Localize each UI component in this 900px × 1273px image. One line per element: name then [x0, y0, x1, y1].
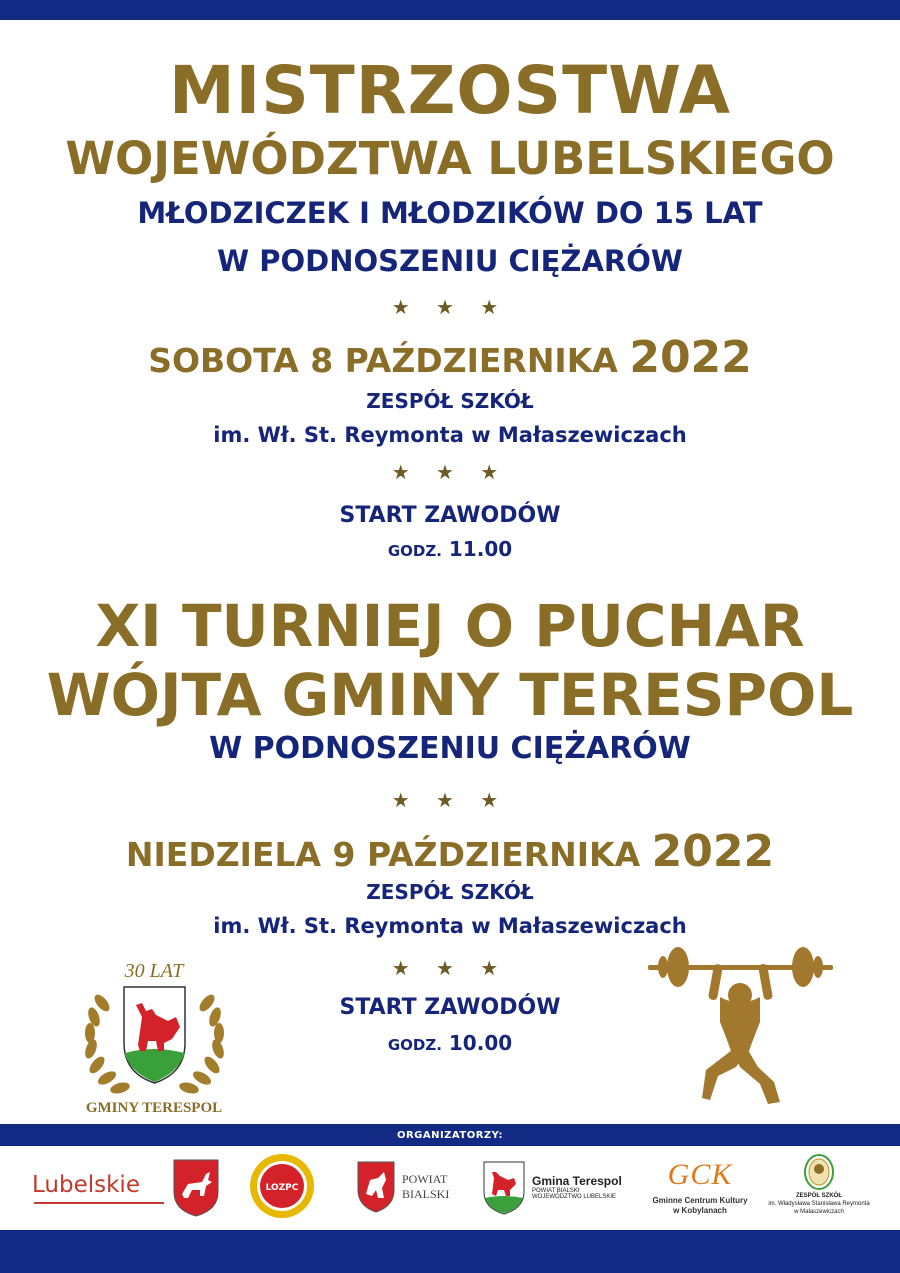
event1-date-text: SOBOTA 8 PAŹDZIERNIKA [148, 341, 618, 380]
event2-date [0, 826, 900, 877]
logo-gmina-terespol [482, 1152, 632, 1224]
gmina-terespol-shield-icon [482, 1160, 526, 1216]
event2-hour-value: 10.00 [448, 1031, 513, 1055]
gck-label: Gminne Centrum Kultury [652, 1196, 748, 1205]
star-separator: ★ ★ ★ [391, 788, 509, 812]
event1-date [0, 332, 900, 383]
event2-venue: ZESPÓŁ SZKÓŁ [366, 880, 534, 904]
lozpc-badge-icon [248, 1152, 316, 1220]
powiat-bialski-text [402, 1172, 449, 1202]
weightlifter-silhouette [648, 942, 833, 1107]
zespol-szkol-place-label: w Małaszewiczach [794, 1209, 844, 1215]
lubelskie-deer-shield-icon [172, 1158, 220, 1218]
tournament-title: XI TURNIEJ O PUCHAR [95, 592, 805, 660]
star-separator: ★ ★ ★ [391, 460, 509, 484]
gmina-powiat-label: POWIAT BIALSKI [532, 1188, 580, 1194]
tournament-subtitle: W PODNOSZENIU CIĘŻARÓW [209, 731, 691, 766]
event2-address: im. Wł. St. Reymonta w Małaszewiczach [213, 914, 687, 938]
gmina-terespol-30-years-emblem [72, 955, 237, 1120]
gmina-terespol-text [532, 1174, 622, 1200]
zespol-szkol-badge-icon [804, 1154, 834, 1190]
event2-year: 2022 [651, 826, 775, 877]
event2-hour-prefix: GODZ. [387, 1036, 442, 1054]
star-separator: ★ ★ ★ [391, 295, 509, 319]
gck-text [640, 1196, 760, 1216]
logo-zespol-szkol [760, 1152, 878, 1224]
event1-start-label: START ZAWODÓW [339, 503, 561, 528]
event1-venue: ZESPÓŁ SZKÓŁ [366, 389, 534, 413]
zespol-szkol-label: ZESPÓŁ SZKÓŁ [795, 1193, 842, 1199]
main-title: MISTRZOSTWA [168, 52, 732, 129]
event1-hour-prefix: GODZ. [387, 542, 442, 560]
powiat-bialski-shield-icon [356, 1160, 396, 1214]
star-separator: ★ ★ ★ [391, 956, 509, 980]
organizer-logos [0, 1152, 900, 1224]
organizers-label: ORGANIZATORZY: [396, 1129, 504, 1141]
logo-lubelskie [32, 1152, 222, 1224]
event1-address: im. Wł. St. Reymonta w Małaszewiczach [213, 423, 687, 447]
emblem-top-text: 30 LAT [124, 960, 184, 982]
logo-lozpc [248, 1152, 316, 1224]
event1-hour [0, 537, 900, 561]
top-border-bar [0, 0, 900, 20]
main-title-line2: WOJEWÓDZTWA LUBELSKIEGO [65, 132, 835, 185]
event1-hour-value: 11.00 [448, 537, 513, 561]
zespol-szkol-text [760, 1192, 878, 1216]
organizers-bar [0, 1124, 900, 1146]
gmina-wojewodztwo-label: WOJEWÓDZTWO LUBELSKIE [532, 1194, 617, 1200]
logo-gck [640, 1152, 760, 1224]
bottom-border-bar [0, 1230, 900, 1273]
emblem-bottom-text: GMINY TERESPOL [85, 1100, 223, 1116]
event2-date-text: NIEDZIELA 9 PAŹDZIERNIKA [125, 835, 641, 874]
lubelskie-wordmark: Lubelskie [32, 1172, 140, 1198]
tournament-title-line2: WÓJTA GMINY TERESPOL [46, 661, 854, 729]
event2-start-label: START ZAWODÓW [339, 995, 561, 1020]
event1-year: 2022 [629, 332, 752, 383]
powiat-label: POWIAT [402, 1172, 448, 1186]
logo-powiat-bialski [356, 1152, 456, 1224]
gck-place-label: w Kobylanach [673, 1206, 727, 1215]
subtitle-discipline: W PODNOSZENIU CIĘŻARÓW [217, 244, 683, 278]
bialski-label: BIALSKI [402, 1187, 450, 1201]
zespol-szkol-patron-label: im. Władysława Stanisława Reymonta [768, 1201, 870, 1207]
subtitle-age-group: MŁODZICZEK I MŁODZIKÓW DO 15 LAT [137, 196, 763, 230]
lubelskie-underline [34, 1202, 164, 1204]
gmina-terespol-label: Gmina Terespol [532, 1174, 622, 1188]
gck-wordmark: GCK [667, 1158, 733, 1191]
lozpc-text: LOZPC [265, 1183, 299, 1193]
